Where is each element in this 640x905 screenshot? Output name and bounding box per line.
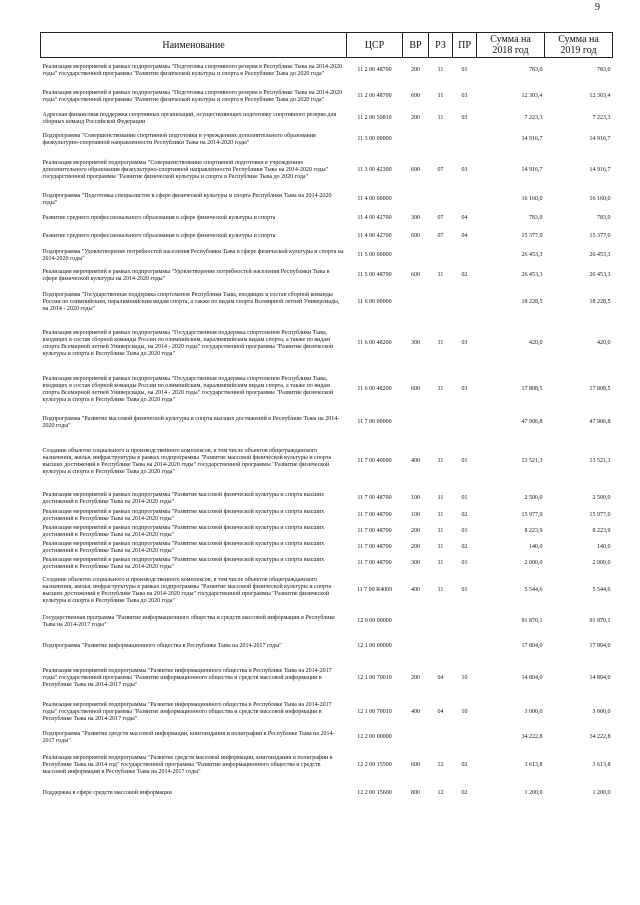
- row-csr: 12 1 00 70010: [357, 709, 392, 715]
- row-csr: 11 7 00 R4009: [356, 587, 393, 593]
- table-row: [41, 698, 613, 728]
- header-name: Наименование: [41, 33, 347, 58]
- row-name: Реализация мероприятий в рамках подпрограммы "Развитие массовой физической культуры и спорта высших достижений в Республике Тыва на 2014-2020 годы": [42, 508, 325, 522]
- row-vr: [403, 728, 429, 748]
- table-row: [41, 610, 613, 634]
- header-sum-2019: Сумма на 2019 год: [545, 33, 613, 58]
- header-vr: ВР: [403, 33, 429, 58]
- row-name: Реализация мероприятий в рамках подпрограммы "Подготовка спортивного резерва в Республике Тыва на 2014-2020 годы" государственной программы "Развитие физической культуры и спорта в Республике Тыва до 2020 года": [42, 63, 342, 77]
- row-name: Подпрограмма "Развитие средств массовой информации, книгоиздания и полиграфии в Республике Тыва на 2014-2017 годы": [42, 730, 335, 744]
- row-sum-2019: 7 223,3: [592, 115, 611, 121]
- table-row: [41, 556, 613, 572]
- table-row: [41, 84, 613, 110]
- table-row: [41, 572, 613, 610]
- row-pr: 01: [461, 67, 468, 74]
- page-number: 9: [595, 2, 600, 13]
- row-sum-2019: 15 377,0: [589, 233, 611, 239]
- row-sum-2018: 15 377,0: [521, 233, 543, 239]
- row-sum-2019: 420,0: [597, 340, 611, 346]
- row-rz: 11: [437, 67, 444, 74]
- row-pr: [453, 246, 477, 266]
- row-name: Реализация мероприятий в рамках подпрограммы "Удовлетворение потребностей населения Республики Тыва в сфере физической культуры на 2014-2020 годы": [42, 268, 330, 282]
- row-sum-2019: 26 453,3: [589, 252, 611, 258]
- row-csr: 11 5 00 00000: [357, 252, 392, 258]
- row-sum-2019: 91 870,1: [589, 618, 611, 624]
- row-sum-2018: 8 223,9: [524, 528, 543, 534]
- table-row: [41, 540, 613, 556]
- row-sum-2018: 3 613,8: [524, 762, 543, 768]
- row-name: Адресная финансовая поддержка спортивных организаций, осуществляющих подготовку спортивного резерва для сборных команд Российской Федерации: [42, 111, 337, 125]
- row-rz: [429, 412, 453, 434]
- row-sum-2018: 14 804,0: [521, 675, 543, 681]
- row-sum-2018: 783,0: [529, 215, 543, 221]
- table-row: [41, 490, 613, 508]
- table-header: [41, 33, 613, 58]
- row-vr: 600: [411, 386, 420, 392]
- row-sum-2019: 3 613,8: [592, 762, 611, 768]
- row-vr: 100: [411, 495, 420, 501]
- row-csr: 12 2 00 15500: [357, 762, 392, 768]
- row-csr: 11 6 00 00000: [357, 299, 392, 305]
- row-vr: [403, 412, 429, 434]
- row-name: Подпрограмма "Удовлетворение потребностей населения Республики Тыва в сфере физической культуры и спорта на 2014-2020 годы": [42, 248, 344, 262]
- row-sum-2019: 14 916,7: [589, 136, 611, 142]
- table-row: [41, 128, 613, 152]
- row-csr: 11 7 00 48700: [357, 528, 392, 534]
- row-csr: 11 7 00 48700: [357, 544, 392, 550]
- row-vr: 300: [411, 215, 420, 221]
- row-rz: 04: [437, 709, 444, 715]
- row-sum-2019: 26 453,3: [589, 272, 611, 278]
- row-name: Реализация мероприятий в рамках подпрограммы "Государственная поддержка спортсменов Республики Тыва, входящих в состав сборной команды России по олимпийским, паралимпийским видам спорта, а также по видам спорта Всемирной летней Универсиады, на 2014 - 2020 годы" государственной программы "Развитие физической культуры и спорта в Республике Тыва до 2020 года": [42, 329, 334, 357]
- row-sum-2019: 14 804,0: [589, 675, 611, 681]
- row-pr: [453, 190, 477, 210]
- row-rz: 07: [437, 167, 444, 173]
- row-name: Подпрограмма "Государственная поддержка спортсменов Республики Тыва, входящих в состав сборной команды России по олимпийским, паралимпийским видам спорта, а также по видам спорта Всемирной летней Универсиады, на 2014 - 2020 годы": [42, 292, 340, 312]
- row-csr: 11 4 00 42700: [357, 233, 392, 239]
- row-name: Реализация мероприятий подпрограммы "Развитие информационного общества в Республике Тыва на 2014-2017 годы" государственной программы "Развитие информационного общества и средств массовой информации в Республике Тыва на 2014-2017 годы": [42, 668, 332, 688]
- row-csr: 12 2 00 15600: [357, 790, 392, 796]
- table-row: [41, 210, 613, 228]
- row-rz: 11: [437, 495, 444, 501]
- row-sum-2019: 18 228,5: [589, 299, 611, 305]
- row-vr: 200: [411, 67, 420, 74]
- row-name: Реализация мероприятий в рамках подпрограммы "Развитие массовой физической культуры и спорта высших достижений в Республике Тыва на 2014-2020 годы": [42, 524, 325, 538]
- row-sum-2019: 34 222,8: [589, 734, 611, 740]
- row-sum-2018: 17 808,5: [521, 386, 543, 392]
- table-row: [41, 368, 613, 412]
- row-pr: 10: [461, 709, 468, 715]
- row-name: Реализация мероприятий подпрограммы "Развитие информационного общества в Республике Тыва на 2014-2017 годы" государственной программы "Развитие информационного общества и средств массовой информации в Республике Тыва на 2014-2017 годы": [42, 702, 332, 722]
- row-csr: 11 7 00 40090: [357, 458, 392, 464]
- row-sum-2019: 140,0: [597, 544, 611, 550]
- row-rz: 11: [437, 512, 444, 518]
- row-vr: 400: [411, 458, 420, 464]
- row-vr: [403, 610, 429, 634]
- row-vr: [403, 286, 429, 320]
- table-row: [41, 190, 613, 210]
- row-csr: 11 7 00 00000: [357, 419, 392, 425]
- row-pr: 02: [461, 762, 468, 768]
- table-row: [41, 748, 613, 784]
- row-name: Подпрограмма "Развитие массовой физической культуры и спорта высших достижений в Республике Тыва на 2014-2020 годы": [42, 415, 340, 429]
- row-name: Реализация мероприятий в рамках подпрограммы "Государственная поддержка спортсменов Республики Тыва, входящих в состав сборной команды России по олимпийским, паралимпийским видам спорта, а также по видам спорта Всемирной летней Универсиады, на 2014 - 2020 годы" государственной программы "Развитие физической культуры и спорта в Республике Тыва до 2020 года": [42, 375, 334, 403]
- row-csr: 11 7 00 48700: [357, 495, 392, 501]
- row-rz: 11: [437, 544, 444, 550]
- row-name: Реализация мероприятий подпрограммы "Совершенствование спортивной подготовки в учреждениях дополнительного образования физкультурно-спортивной направленности Республики Тыва на 2014-2020 годы" государственной программы "Развитие физической культуры и спорта в Республике Тыва до 2020 года": [42, 160, 329, 180]
- row-name: Реализация мероприятий в рамках подпрограммы "Подготовка спортивного резерва в Республике Тыва на 2014-2020 годы" государственной программы "Развитие физической культуры и спорта в Республике Тыва до 2020 года": [42, 89, 342, 103]
- row-sum-2018: 420,0: [529, 340, 543, 346]
- row-csr: 11 2 00 50810: [357, 115, 392, 121]
- row-name: Развитие среднего профессионального образования в сфере физической культуры и спорта: [42, 233, 276, 239]
- row-pr: 02: [461, 790, 468, 796]
- row-sum-2018: 1 200,0: [524, 790, 543, 796]
- row-pr: 03: [461, 340, 468, 346]
- row-name: Создание объектов социального и производственного комплексов, в том числе объектов общегражданского назначения, жилья, инфраструктуры в рамках подпрограммы "Развитие массовой физической культуры и спорта высших достижений в Республике Тыва на 2014-2020 годы" государственной программы "Развитие физической культуры и спорта в Республике Тыва до 2020 года": [42, 447, 332, 475]
- row-csr: 11 5 00 48790: [357, 272, 392, 278]
- row-csr: 11 3 00 00000: [357, 136, 392, 142]
- row-rz: 12: [437, 762, 444, 768]
- row-pr: 01: [461, 528, 468, 534]
- row-vr: 600: [411, 272, 420, 278]
- row-name: Подпрограмма "Подготовка специалистов в сфере физической культуры и спорта Республики Тыва на 2014-2020 годы": [42, 192, 332, 206]
- row-rz: [429, 128, 453, 152]
- row-pr: [453, 610, 477, 634]
- row-rz: 12: [437, 790, 444, 796]
- row-sum-2018: 14 916,7: [521, 136, 543, 142]
- row-pr: 01: [461, 560, 468, 566]
- row-vr: 600: [411, 93, 420, 99]
- row-name: Реализация мероприятий в рамках подпрограммы "Развитие массовой физической культуры и спорта высших достижений в Республике Тыва на 2014-2020 годы": [42, 540, 325, 554]
- row-rz: 11: [437, 93, 444, 99]
- row-sum-2018: 783,0: [529, 67, 543, 74]
- row-sum-2019: 5 544,6: [592, 587, 611, 593]
- budget-table: [40, 32, 613, 804]
- row-sum-2018: 17 804,0: [521, 643, 543, 649]
- row-csr: 11 2 00 48700: [357, 67, 392, 74]
- row-csr: 11 6 00 48200: [357, 386, 392, 392]
- row-sum-2018: 5 544,6: [524, 587, 543, 593]
- row-pr: 03: [461, 115, 468, 121]
- row-rz: [429, 634, 453, 660]
- row-pr: 01: [461, 458, 468, 464]
- row-vr: 100: [411, 512, 420, 518]
- row-pr: 02: [461, 512, 468, 518]
- row-pr: 03: [461, 386, 468, 392]
- table-row: [41, 728, 613, 748]
- row-pr: 03: [461, 167, 468, 173]
- row-rz: 11: [437, 587, 444, 593]
- row-sum-2019: 2 500,0: [592, 495, 611, 501]
- row-rz: 04: [437, 675, 444, 681]
- row-csr: 11 2 00 48700: [357, 93, 392, 99]
- row-rz: 11: [437, 560, 444, 566]
- row-rz: 11: [437, 458, 444, 464]
- row-csr: 12 2 00 00000: [357, 734, 392, 740]
- row-sum-2018: 14 916,7: [521, 167, 543, 173]
- row-pr: 01: [461, 587, 468, 593]
- row-sum-2019: 47 906,8: [589, 419, 611, 425]
- row-vr: 600: [411, 233, 420, 239]
- row-rz: 07: [437, 233, 444, 239]
- row-sum-2019: 14 916,7: [589, 167, 611, 173]
- row-sum-2019: 17 804,0: [589, 643, 611, 649]
- row-sum-2018: 47 906,8: [521, 419, 543, 425]
- table-row: [41, 634, 613, 660]
- table-row: [41, 660, 613, 698]
- row-name: Реализация мероприятий подпрограммы "Развитие средств массовой информации, книгоиздания и полиграфии в Республике Тыва на 2014 год" государственной программы "Развитие информационного общества и средств массовой информации в Республике Тыва на 2014-2017 годы": [42, 755, 333, 775]
- row-sum-2019: 3 000,0: [592, 709, 611, 715]
- row-sum-2018: 2 500,0: [524, 495, 543, 501]
- row-csr: 11 7 00 48700: [357, 560, 392, 566]
- header-rz: РЗ: [429, 33, 453, 58]
- row-sum-2018: 3 000,0: [524, 709, 543, 715]
- row-vr: 800: [411, 790, 420, 796]
- row-csr: 11 4 00 00000: [357, 196, 392, 202]
- row-csr: 11 4 00 42700: [357, 215, 392, 221]
- row-pr: 04: [461, 233, 468, 239]
- row-vr: 600: [411, 167, 420, 173]
- row-pr: [453, 728, 477, 748]
- table-row: [41, 320, 613, 368]
- row-sum-2019: 1 200,0: [592, 790, 611, 796]
- table-row: [41, 110, 613, 128]
- row-sum-2018: 140,0: [529, 544, 543, 550]
- row-name: Создание объектов социального и производственного комплексов, в том числе объектов общегражданского назначения, жилья, инфраструктуры в рамках подпрограммы "Развитие массовой физической культуры и спорта высших достижений в Республике Тыва на 2014-2020 годы" государственной программы "Развитие физической культуры и спорта в Республике Тыва до 2020 года": [42, 576, 332, 604]
- row-rz: 11: [437, 340, 444, 346]
- row-name: Государственная программа "Развитие информационного общества и средств массовой информации в Республике Тыва на 2014-2017 годы": [42, 614, 335, 628]
- row-vr: 200: [411, 675, 420, 681]
- row-sum-2018: 7 223,3: [524, 115, 543, 121]
- table-body: [41, 58, 613, 804]
- row-name: Подпрограмма "Совершенствование спортивной подготовки в учреждениях дополнительного образования физкультурно-спортивной направленности Республики Тыва на 2014-2020 годы": [42, 132, 316, 146]
- table-row: [41, 246, 613, 266]
- table-row: [41, 412, 613, 434]
- row-pr: [453, 286, 477, 320]
- row-pr: 01: [461, 495, 468, 501]
- row-vr: 400: [411, 587, 420, 593]
- row-pr: 02: [461, 272, 468, 278]
- row-sum-2019: 783,0: [597, 67, 611, 74]
- row-vr: 200: [411, 115, 420, 121]
- row-sum-2019: 783,0: [597, 215, 611, 221]
- table-row: [41, 784, 613, 804]
- row-sum-2018: 34 222,8: [521, 734, 543, 740]
- row-name: Развитие среднего профессионального образования в сфере физической культуры и спорта: [42, 215, 276, 221]
- row-rz: [429, 610, 453, 634]
- header-csr: ЦСР: [347, 33, 403, 58]
- row-vr: 300: [411, 340, 420, 346]
- row-sum-2018: 26 453,3: [521, 252, 543, 258]
- row-sum-2018: 18 228,5: [521, 299, 543, 305]
- row-vr: [403, 128, 429, 152]
- row-rz: 11: [437, 272, 444, 278]
- row-vr: 200: [411, 528, 420, 534]
- row-sum-2019: 2 000,0: [592, 560, 611, 566]
- row-pr: [453, 634, 477, 660]
- row-vr: [403, 246, 429, 266]
- row-rz: 11: [437, 528, 444, 534]
- row-pr: [453, 128, 477, 152]
- row-sum-2019: 13 521,3: [589, 458, 611, 464]
- table-row: [41, 286, 613, 320]
- table-row: [41, 508, 613, 524]
- table-row: [41, 266, 613, 286]
- row-sum-2018: 12 303,4: [521, 93, 543, 99]
- row-sum-2018: 16 160,0: [521, 196, 543, 202]
- table-row: [41, 228, 613, 246]
- row-pr: 04: [461, 215, 468, 221]
- row-pr: 10: [461, 675, 468, 681]
- row-sum-2019: 15 977,0: [589, 512, 611, 518]
- row-csr: 12 0 00 00000: [357, 618, 392, 624]
- row-name: Подпрограмма "Развитие информационного общества в Республике Тыва на 2014-2017 годы": [42, 643, 282, 649]
- row-sum-2018: 15 977,0: [521, 512, 543, 518]
- row-sum-2019: 16 160,0: [589, 196, 611, 202]
- row-rz: [429, 246, 453, 266]
- row-sum-2019: 17 808,5: [589, 386, 611, 392]
- row-rz: 11: [437, 386, 444, 392]
- row-csr: 11 3 00 42300: [357, 167, 392, 173]
- table-row: [41, 434, 613, 490]
- row-csr: 11 7 00 48700: [357, 512, 392, 518]
- row-sum-2018: 13 521,3: [521, 458, 543, 464]
- header-sum-2018: Сумма на 2018 год: [477, 33, 545, 58]
- table-row: [41, 524, 613, 540]
- row-csr: 11 6 00 48200: [357, 340, 392, 346]
- row-rz: [429, 190, 453, 210]
- row-sum-2019: 12 303,4: [589, 93, 611, 99]
- row-sum-2018: 26 453,3: [521, 272, 543, 278]
- table-row: [41, 152, 613, 190]
- table-row: [41, 58, 613, 84]
- row-vr: [403, 190, 429, 210]
- row-vr: 600: [411, 762, 420, 768]
- row-rz: 11: [437, 115, 444, 121]
- row-vr: 300: [411, 560, 420, 566]
- row-rz: [429, 286, 453, 320]
- row-vr: 200: [411, 544, 420, 550]
- row-rz: 07: [437, 215, 444, 221]
- row-name: Реализация мероприятий в рамках подпрограммы "Развитие массовой физической культуры и спорта высших достижений в Республике Тыва на 2014-2020 годы": [42, 491, 325, 505]
- row-vr: [403, 634, 429, 660]
- row-pr: 03: [461, 93, 468, 99]
- row-sum-2019: 8 223,9: [592, 528, 611, 534]
- row-pr: [453, 412, 477, 434]
- header-pr: ПР: [453, 33, 477, 58]
- row-pr: 02: [461, 544, 468, 550]
- row-csr: 12 1 00 00000: [357, 643, 392, 649]
- row-name: Поддержка в сфере средств массовой информации: [42, 790, 172, 796]
- row-csr: 12 1 00 70010: [357, 675, 392, 681]
- row-sum-2018: 91 870,1: [521, 618, 543, 624]
- row-rz: [429, 728, 453, 748]
- row-sum-2018: 2 000,0: [524, 560, 543, 566]
- row-vr: 400: [411, 709, 420, 715]
- row-name: Реализация мероприятий в рамках подпрограммы "Развитие массовой физической культуры и спорта высших достижений в Республике Тыва на 2014-2020 годы": [42, 556, 325, 570]
